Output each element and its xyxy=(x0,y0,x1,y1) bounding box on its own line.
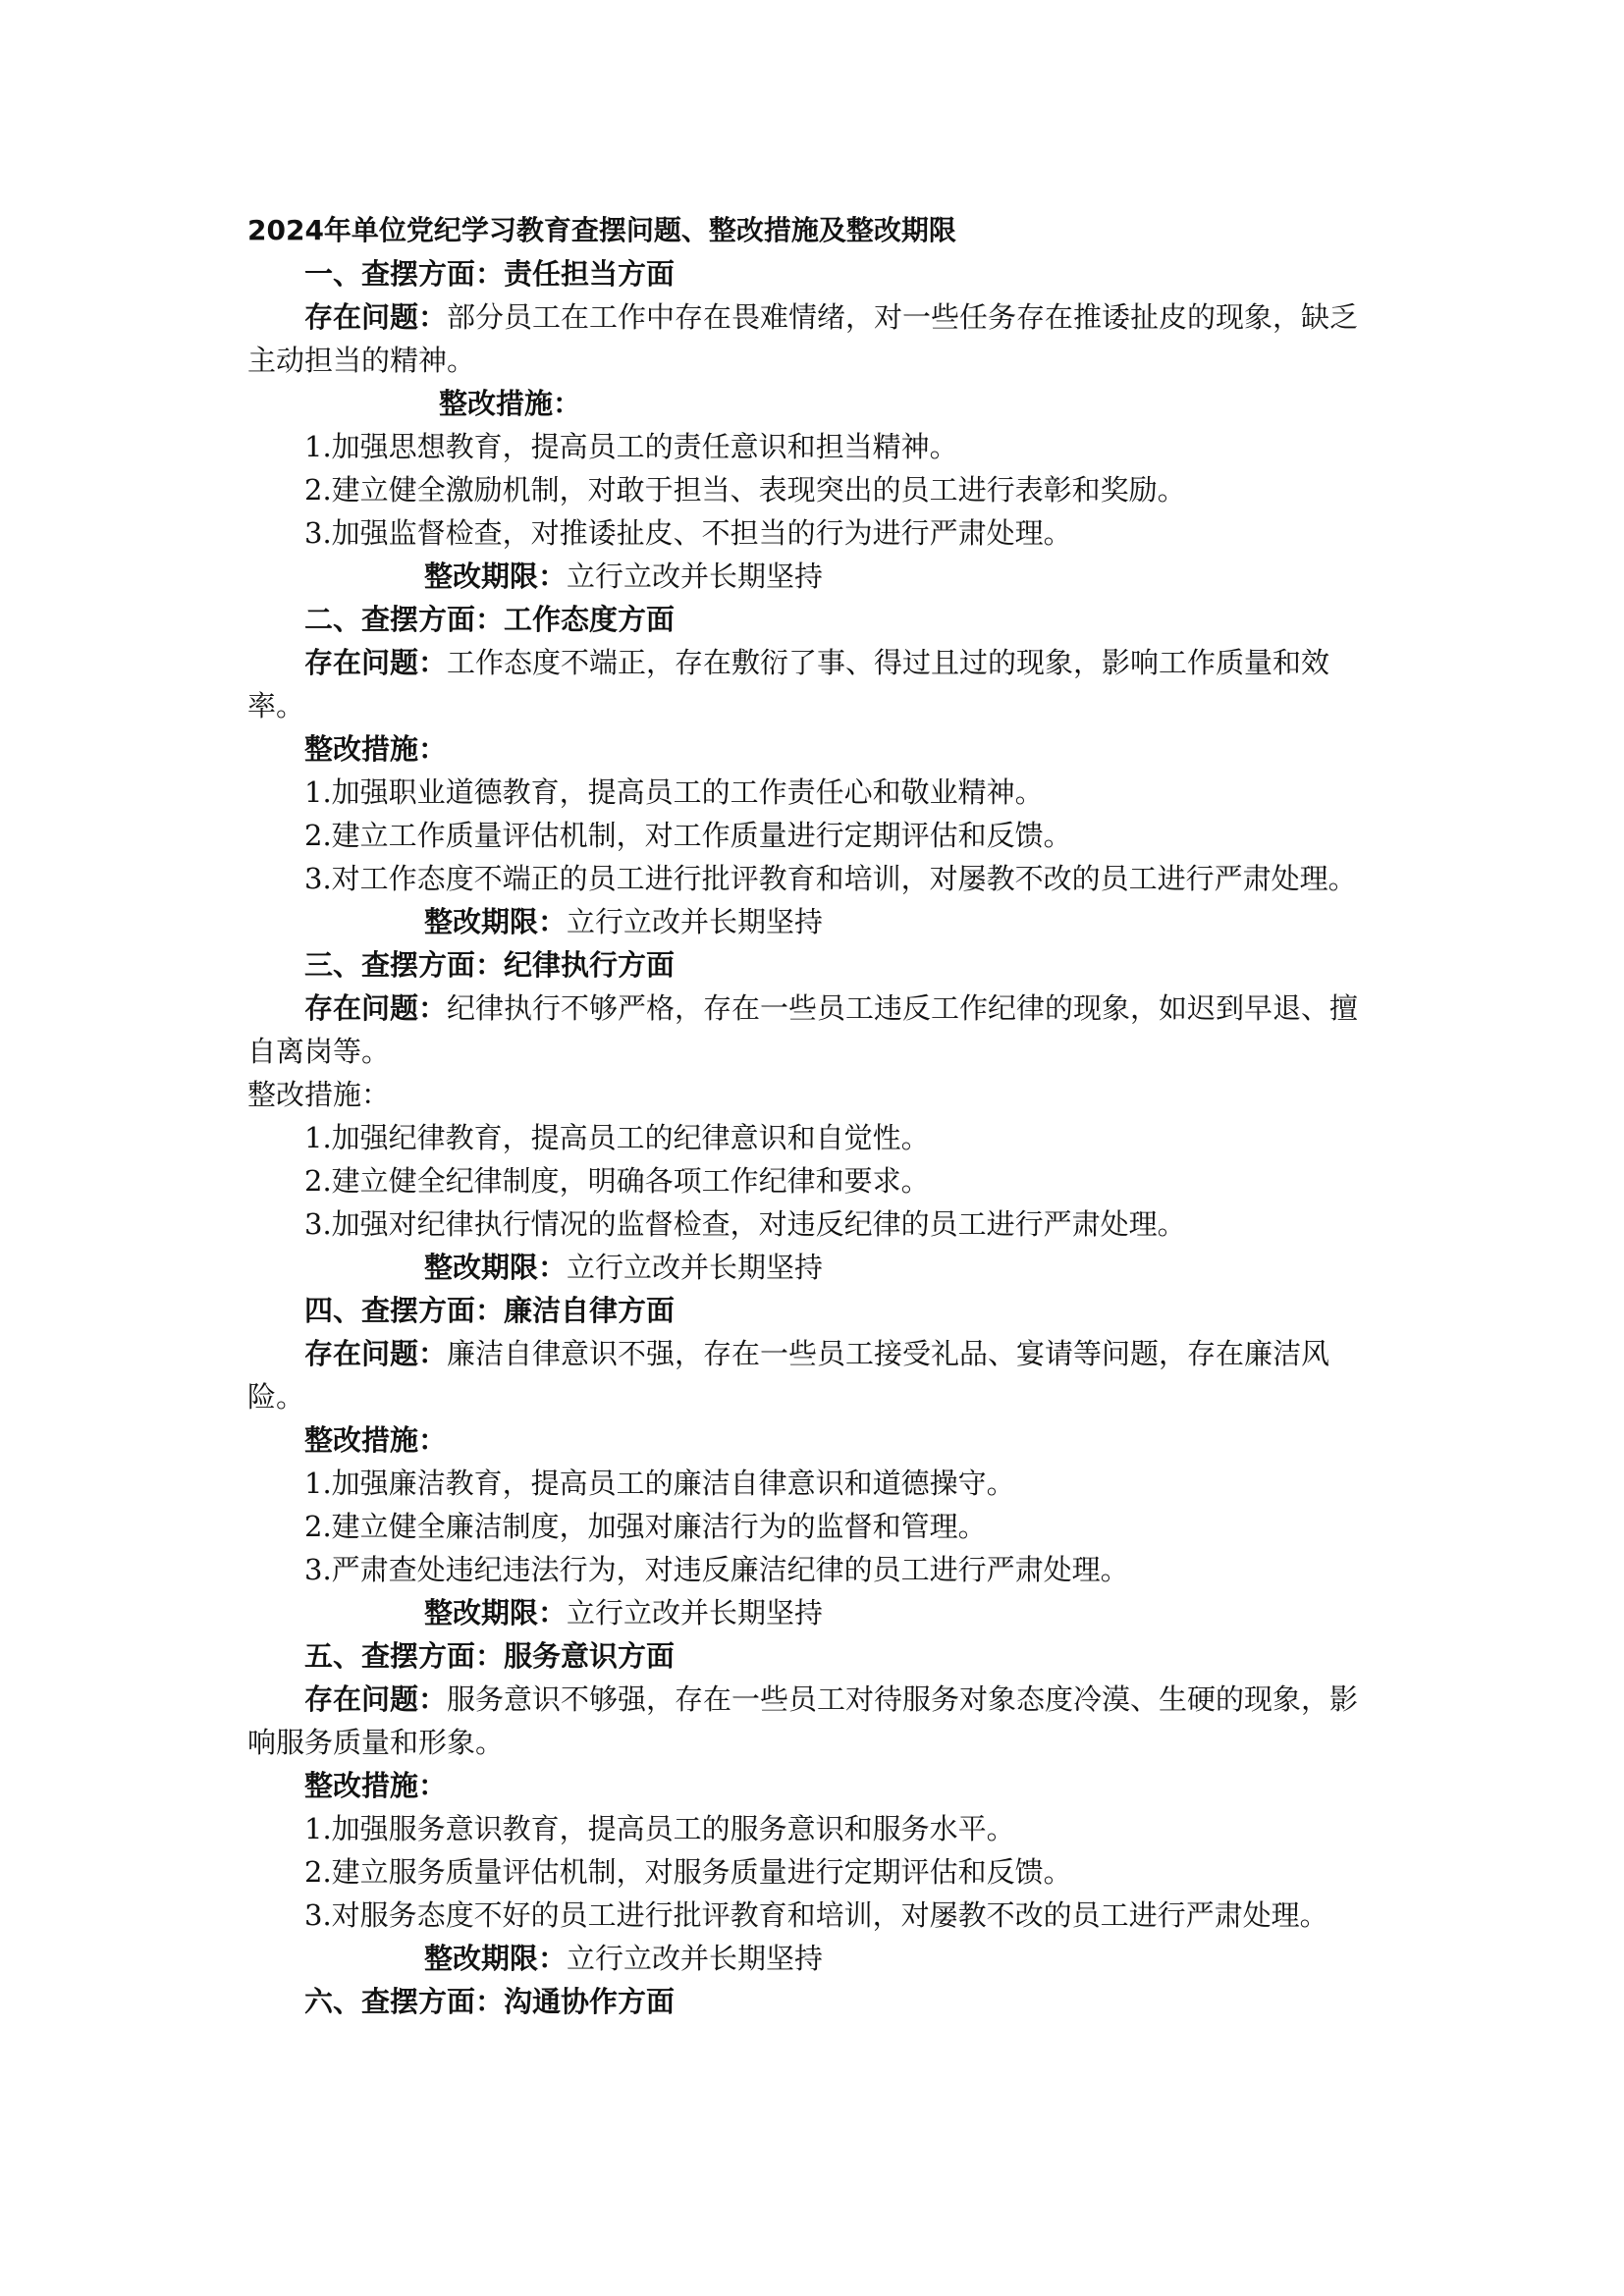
deadline-value: 立行立改并长期坚持 xyxy=(567,560,824,593)
deadline-label: 整改期限： xyxy=(424,560,568,593)
deadline-label: 整改期限： xyxy=(424,1942,568,1975)
measure-item: 3.对工作态度不端正的员工进行批评教育和培训，对屡教不改的员工进行严肃处理。 xyxy=(304,862,1357,895)
issue-label: 存在问题： xyxy=(304,1682,448,1716)
issue-label: 存在问题： xyxy=(304,991,448,1025)
measure-item: 2.建立工作质量评估机制，对工作质量进行定期评估和反馈。 xyxy=(304,819,1072,852)
measure-item: 2.建立健全纪律制度，明确各项工作纪律和要求。 xyxy=(304,1164,930,1198)
section-heading: 四、查摆方面：廉洁自律方面 xyxy=(304,1294,676,1327)
measure-item: 1.加强服务意识教育，提高员工的服务意识和服务水平。 xyxy=(304,1812,1015,1845)
issue-paragraph xyxy=(247,987,1386,1073)
issue-text: 服务意识不够强，存在一些员工对待服务对象态度冷漠、生硬的现象，影响服务质量和形象。 xyxy=(247,1682,1359,1759)
measure-item: 3.严肃查处违纪违法行为，对违反廉洁纪律的员工进行严肃处理。 xyxy=(304,1553,1129,1586)
measure-item: 1.加强纪律教育，提高员工的纪律意识和自觉性。 xyxy=(304,1121,930,1154)
measure-item: 2.建立服务质量评估机制，对服务质量进行定期评估和反馈。 xyxy=(304,1855,1072,1889)
measures-label: 整改措施： xyxy=(247,1078,391,1111)
issue-label: 存在问题： xyxy=(304,1337,448,1370)
deadline-line xyxy=(247,1246,1386,1289)
issue-text: 纪律执行不够严格，存在一些员工违反工作纪律的现象，如迟到早退、擅自离岗等。 xyxy=(247,991,1359,1068)
measures-label: 整改措施： xyxy=(304,1423,448,1457)
deadline-label: 整改期限： xyxy=(424,905,568,938)
section-heading: 三、查摆方面：纪律执行方面 xyxy=(304,948,676,982)
deadline-value: 立行立改并长期坚持 xyxy=(567,905,824,938)
deadline-line xyxy=(247,555,1386,598)
measure-item: 2.建立健全廉洁制度，加强对廉洁行为的监督和管理。 xyxy=(304,1510,987,1543)
document-title: 2024年单位党纪学习教育查摆问题、整改措施及整改期限 xyxy=(247,214,956,246)
deadline-line xyxy=(247,1937,1386,1980)
section-heading: 二、查摆方面：工作态度方面 xyxy=(304,603,676,636)
issue-text: 部分员工在工作中存在畏难情绪，对一些任务存在推诿扯皮的现象，缺乏主动担当的精神。 xyxy=(247,300,1359,377)
section-heading: 五、查摆方面：服务意识方面 xyxy=(304,1639,676,1673)
issue-label: 存在问题： xyxy=(304,646,448,679)
measure-item: 1.加强廉洁教育，提高员工的廉洁自律意识和道德操守。 xyxy=(304,1467,1015,1500)
section-heading: 一、查摆方面：责任担当方面 xyxy=(304,257,676,291)
deadline-label: 整改期限： xyxy=(424,1596,568,1629)
issue-text: 廉洁自律意识不强，存在一些员工接受礼品、宴请等问题，存在廉洁风险。 xyxy=(247,1337,1330,1414)
measure-item: 2.建立健全激励机制，对敢于担当、表现突出的员工进行表彰和奖励。 xyxy=(304,473,1186,507)
issue-paragraph xyxy=(247,641,1386,727)
section-heading: 六、查摆方面：沟通协作方面 xyxy=(304,1985,676,2018)
measures-label: 整改措施： xyxy=(304,1769,448,1802)
deadline-line xyxy=(247,1591,1386,1634)
measures-label: 整改措施： xyxy=(439,387,582,420)
measures-label: 整改措施： xyxy=(304,732,448,766)
issue-paragraph xyxy=(247,295,1386,382)
issue-label: 存在问题： xyxy=(304,300,448,334)
issue-paragraph xyxy=(247,1332,1386,1418)
issue-text: 工作态度不端正，存在敷衍了事、得过且过的现象，影响工作质量和效率。 xyxy=(247,646,1330,722)
deadline-line xyxy=(247,900,1386,943)
measure-item: 3.加强监督检查，对推诿扯皮、不担当的行为进行严肃处理。 xyxy=(304,516,1072,550)
document-body xyxy=(247,209,1386,2023)
deadline-value: 立行立改并长期坚持 xyxy=(567,1596,824,1629)
measure-item: 3.对服务态度不好的员工进行批评教育和培训，对屡教不改的员工进行严肃处理。 xyxy=(304,1898,1328,1932)
deadline-label: 整改期限： xyxy=(424,1251,568,1284)
deadline-value: 立行立改并长期坚持 xyxy=(567,1251,824,1284)
issue-paragraph xyxy=(247,1678,1386,1764)
measure-item: 3.加强对纪律执行情况的监督检查，对违反纪律的员工进行严肃处理。 xyxy=(304,1207,1186,1241)
measure-item: 1.加强思想教育，提高员工的责任意识和担当精神。 xyxy=(304,430,958,463)
deadline-value: 立行立改并长期坚持 xyxy=(567,1942,824,1975)
measure-item: 1.加强职业道德教育，提高员工的工作责任心和敬业精神。 xyxy=(304,775,1044,809)
